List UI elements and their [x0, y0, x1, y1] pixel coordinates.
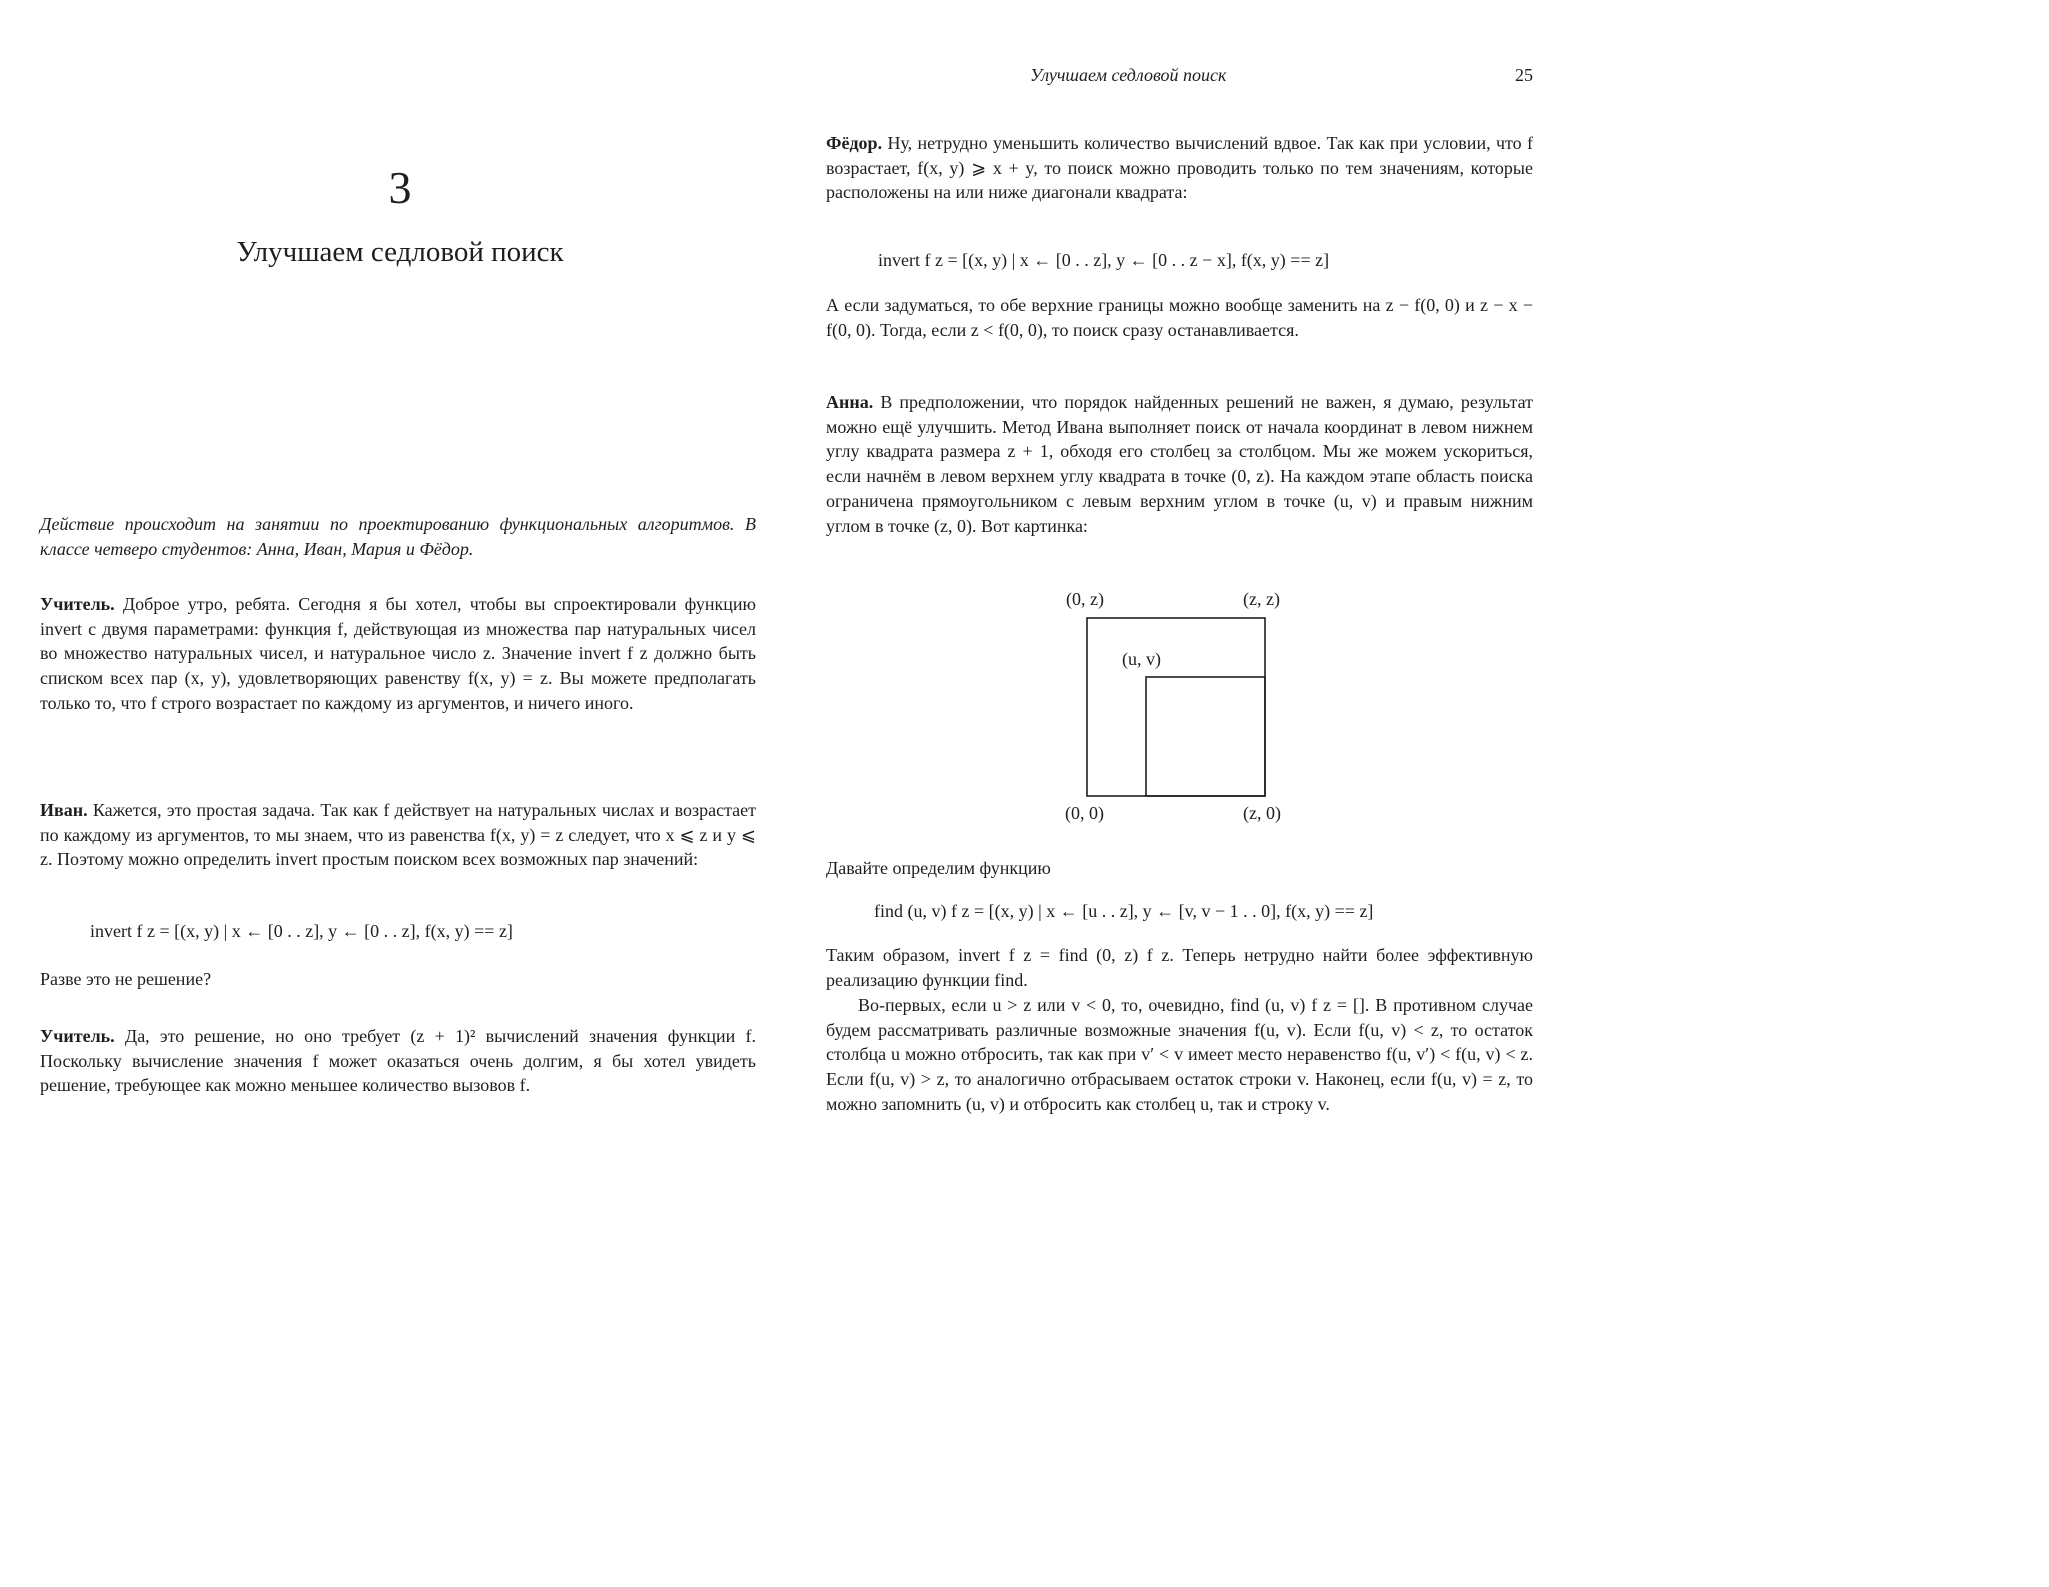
formula-find: find (u, v) f z = [(x, y) | x ← [u . . z], y ← [v, v − 1 . . 0], f(x, y) == z] [874, 901, 1374, 921]
diagram-shapes [1060, 580, 1300, 830]
running-head: Улучшаем седловой поиск [1030, 65, 1227, 85]
teacher-paragraph-2 [40, 1024, 756, 1098]
paragraph-text: Доброе утро, ребята. Сегодня я бы хотел, чтобы вы спроектировали функцию invert с двумя параметрами: функция f, действующая из множества пар натуральных чисел во множество натуральных чисел, и натуральное число z. Значение invert f z должно быть списком всех пар (x, y), удовлетворяющих равенству f(x, y) = z. Вы можете предполагать только то, что f строго возрастает по каждому из аргументов, и ничего иного. [40, 594, 756, 713]
bounds-paragraph: А если задуматься, то обе верхние границы можно вообще заменить на z − f(0, 0) и z − x − f(0, 0). Тогда, если z < f(0, 0), то поиск сразу останавливается. [826, 295, 1533, 340]
formula-invert-1: invert f z = [(x, y) | x ← [0 . . z], y ← [0 . . z], f(x, y) == z] [90, 921, 513, 941]
paragraph-text: Да, это решение, но оно требует (z + 1)² вычислений значения функции f. Поскольку вычисление значения f может оказаться очень долгим, я бы хотел увидеть решение, требующее как можно меньшее количество вызовов f. [40, 1026, 756, 1096]
speaker-label: Фёдор. [826, 133, 883, 153]
search-square-diagram [1060, 580, 1300, 830]
speaker-label: Анна. [826, 392, 874, 412]
fedor-paragraph [826, 131, 1533, 205]
anna-paragraph [826, 390, 1533, 538]
label-top-left: (0, z) [1066, 589, 1104, 609]
label-bottom-right: (z, 0) [1243, 803, 1281, 823]
inner-rectangle [1146, 677, 1265, 796]
paragraph-text: В предположении, что порядок найденных решений не важен, я думаю, результат можно ещё улучшить. Метод Ивана выполняет поиск от начала координат в левом нижнем углу квадрата размера z + 1, обходя его столбец за столбцом. Мы же можем ускориться, если начнём в левом верхнем углу квадрата в точке (0, z). На каждом этапе область поиска ограничена прямоугольником с левым верхним углом в точке (u, v) и правым нижним углом в точке (z, 0). Вот картинка: [826, 392, 1533, 536]
firstly-paragraph: Во-первых, если u > z или v < 0, то, очевидно, find (u, v) f z = []. В противном случае будем рассматривать различные возможные значения f(u, v). Если f(u, v) < z, то остаток столбца u можно отбросить, так как при v′ < v имеет место неравенство f(u, v′) < f(u, v) < z. Если f(u, v) > z, то аналогично отбрасываем остаток строки v. Наконец, если f(u, v) = z, то можно запомнить (u, v) и отбросить как столбец u, так и строку v. [826, 995, 1533, 1114]
label-bottom-left: (0, 0) [1065, 803, 1104, 823]
chapter-title: Улучшаем седловой поиск [236, 236, 564, 268]
label-top-right: (z, z) [1243, 589, 1280, 609]
label-inner-corner: (u, v) [1122, 649, 1161, 669]
formula-invert-2: invert f z = [(x, y) | x ← [0 . . z], y ← [0 . . z − x], f(x, y) == z] [878, 250, 1330, 270]
intro-paragraph: Действие происходит на занятии по проектированию функциональных алгоритмов. В классе четверо студентов: Анна, Иван, Мария и Фёдор. [40, 514, 756, 559]
define-line: Давайте определим функцию [826, 858, 1051, 878]
chapter-number: 3 [388, 162, 412, 213]
ivan-paragraph [40, 798, 756, 872]
paragraph-text: Ну, нетрудно уменьшить количество вычислений вдвое. Так как при условии, что f возрастает, f(x, y) ⩾ x + y, то поиск можно проводить только по тем значениям, которые расположены на или ниже диагонали квадрата: [826, 133, 1533, 203]
page-number: 25 [1515, 65, 1533, 85]
speaker-label: Учитель. [40, 594, 115, 614]
speaker-label: Иван. [40, 800, 88, 820]
thus-paragraph: Таким образом, invert f z = find (0, z) f z. Теперь нетрудно найти более эффективную реализацию функции find. [826, 945, 1533, 990]
speaker-label: Учитель. [40, 1026, 115, 1046]
teacher-paragraph-1 [40, 592, 756, 716]
question-line: Разве это не решение? [40, 969, 212, 989]
outer-square [1087, 618, 1265, 796]
paragraph-text: Кажется, это простая задача. Так как f действует на натуральных числах и возрастает по каждому из аргументов, то мы знаем, что из равенства f(x, y) = z следует, что x ⩽ z и y ⩽ z. Поэтому можно определить invert простым поиском всех возможных пар значений: [40, 800, 756, 870]
